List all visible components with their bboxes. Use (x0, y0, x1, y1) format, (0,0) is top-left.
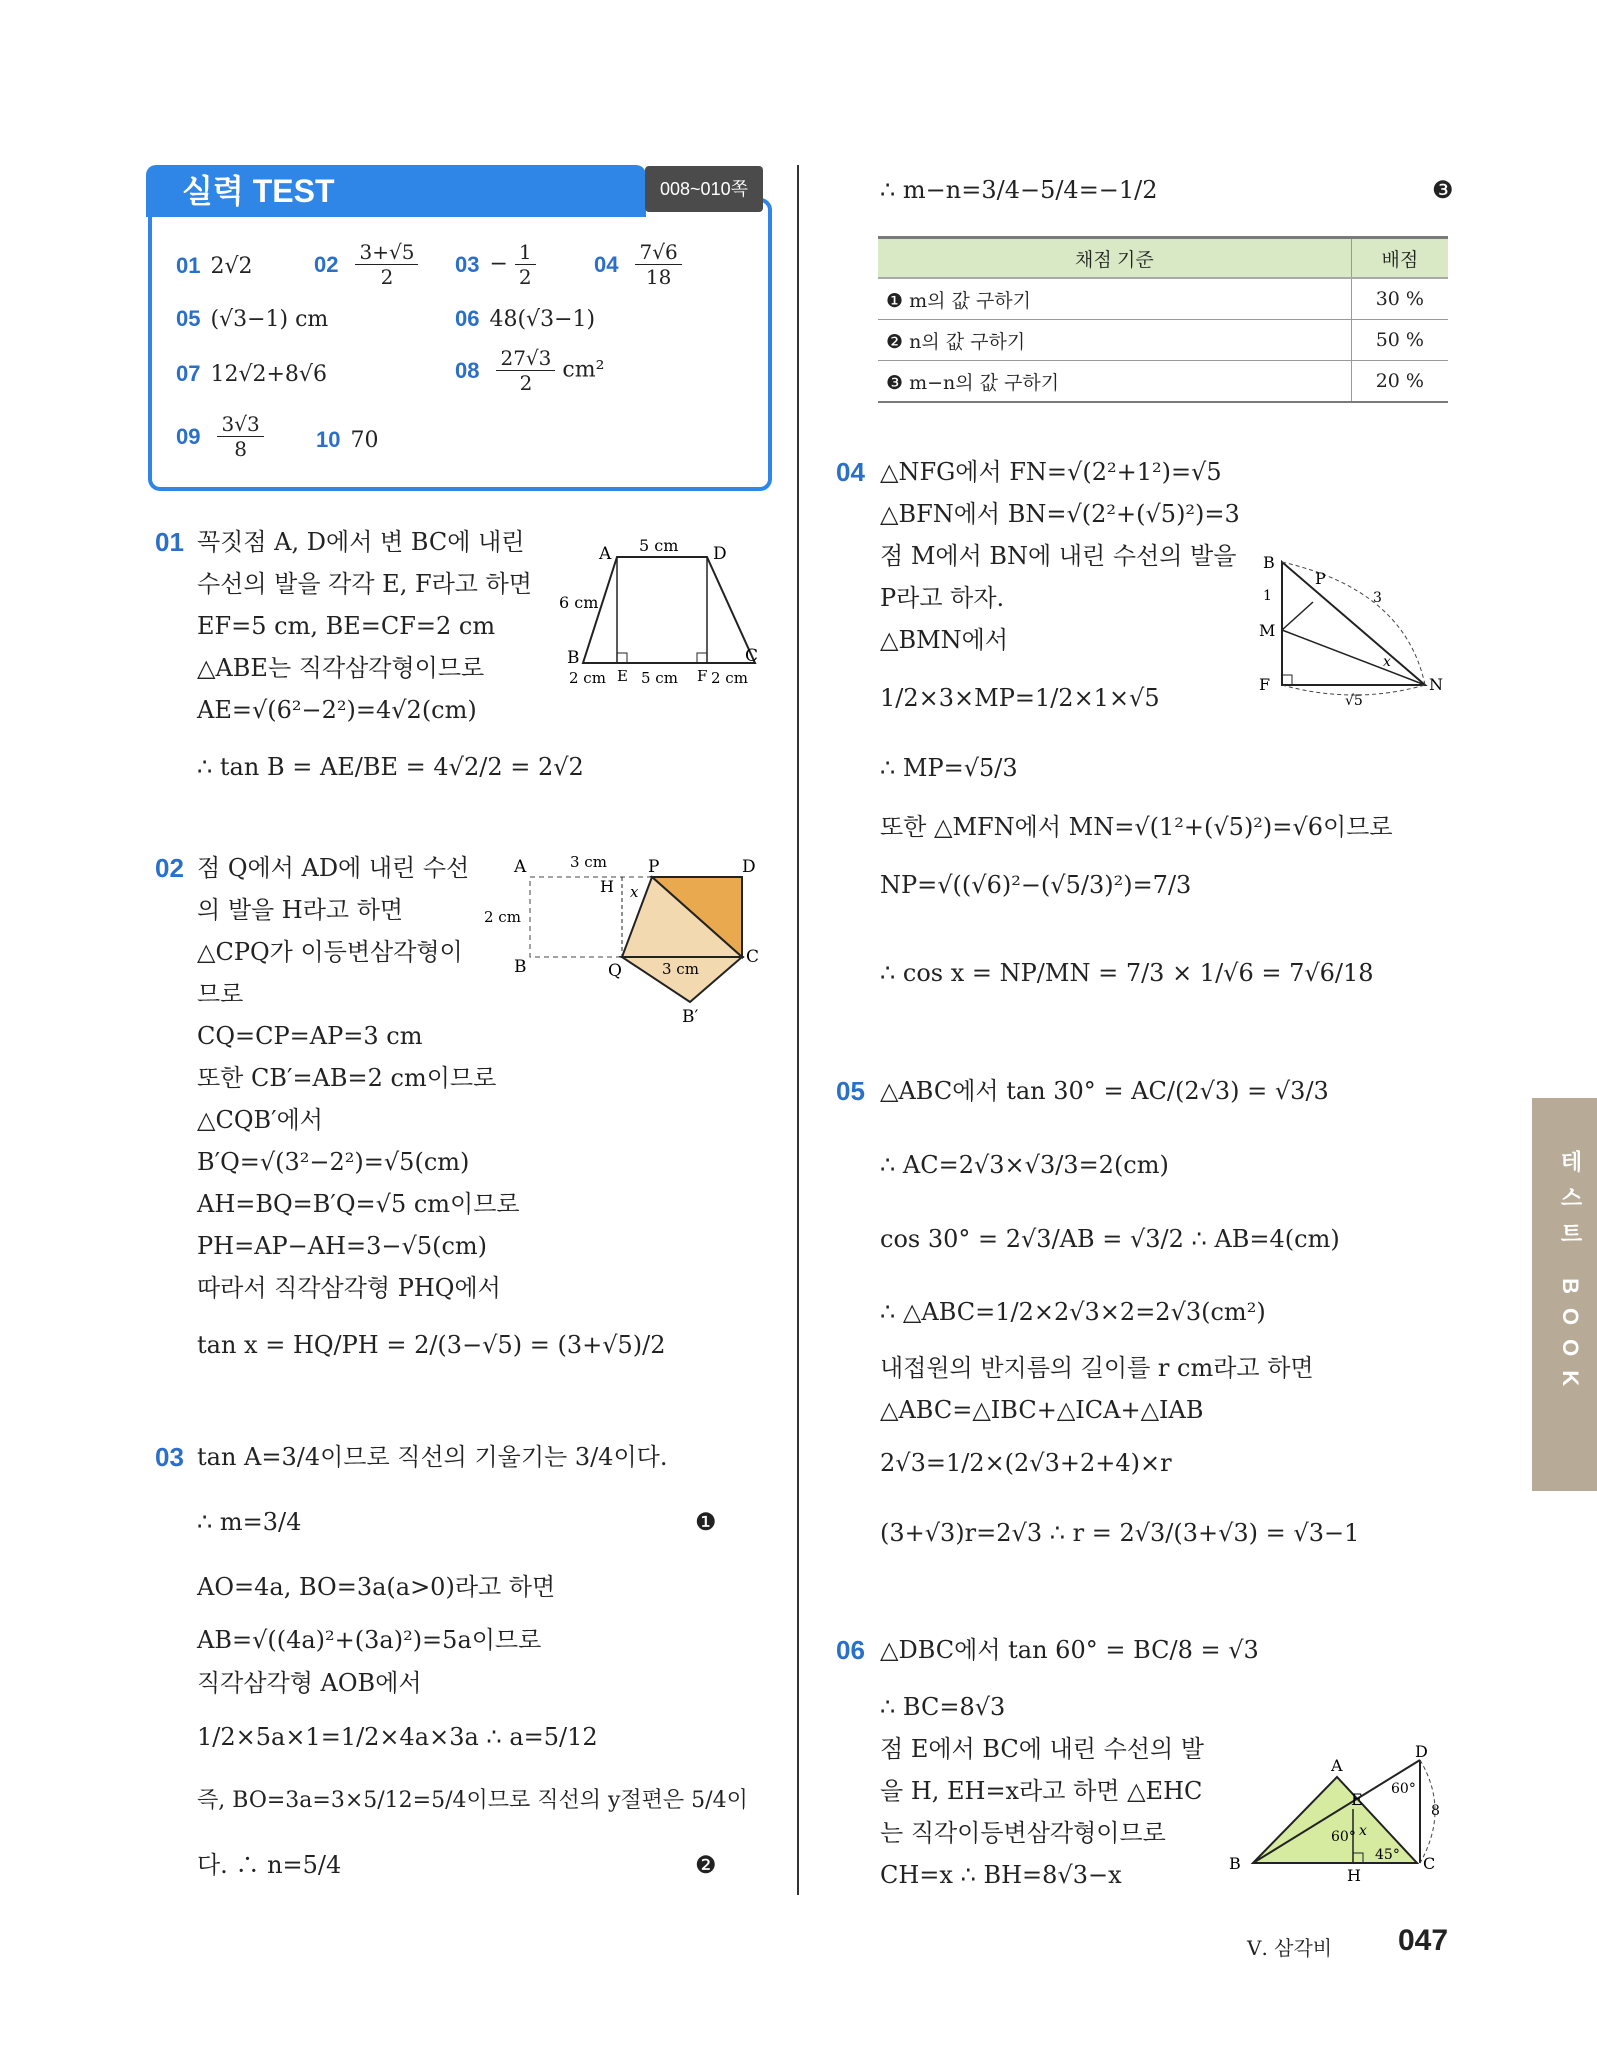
fig02-mid: 3 cm (662, 960, 699, 978)
p02-line-7: △CQB′에서 (197, 1106, 323, 1134)
svg-text:√5: √5 (1345, 693, 1363, 709)
svg-text:Q: Q (608, 961, 622, 981)
p05-line-1: △ABC에서 tan 30° = AC/(2√3) = √3/3 (880, 1077, 1329, 1105)
p02-line-6: 또한 CB′=AB=2 cm이므로 (197, 1064, 497, 1092)
fig01-b2: 5 cm (641, 669, 678, 687)
p01-line-6: ∴ tan B = AE/BE = 4√2/2 = 2√2 (197, 753, 584, 781)
p01-line-1: 꼭짓점 A, D에서 변 BC에 내린 (197, 528, 525, 556)
p03-mark-3: ❸ (1432, 176, 1454, 204)
problem-01-number: 01 (155, 527, 184, 557)
answer-03: 03 − $\frac{1}{2}$ (455, 240, 536, 289)
svg-text:B: B (1229, 1854, 1241, 1873)
problem-05-number: 05 (836, 1076, 865, 1106)
problem-04-number: 04 (836, 457, 865, 487)
grading-header-score: 배점 (1351, 238, 1448, 279)
p01-line-3: EF=5 cm, BE=CF=2 cm (197, 612, 496, 640)
svg-text:60°: 60° (1331, 1829, 1356, 1845)
p06-line-2: ∴ BC=8√3 (880, 1693, 1006, 1721)
svg-text:C: C (746, 947, 760, 967)
answer-08: 08 $\frac{27√3}{2}$ cm² (455, 346, 605, 395)
p02-line-8: B′Q=√(3²−2²)=√5(cm) (197, 1148, 470, 1176)
p04-line-7: ∴ MP=√5/3 (880, 754, 1018, 782)
svg-text:B: B (514, 957, 527, 977)
page-range-tag: 008~010쪽 (645, 166, 763, 212)
side-tab-label: 테스트 BOOK (1558, 1150, 1583, 1401)
fig01-b3: 2 cm (711, 669, 748, 687)
svg-text:D: D (742, 857, 756, 877)
triangle-bmn-figure (1255, 550, 1455, 720)
p05-line-3: cos 30° = 2√3/AB = √3/2 ∴ AB=4(cm) (880, 1225, 1340, 1253)
answer-01: 01 2√2 (176, 253, 253, 279)
p05-line-4: ∴ △ABC=1/2×2√3×2=2√3(cm²) (880, 1298, 1266, 1326)
svg-text:B: B (567, 648, 580, 668)
svg-text:8: 8 (1431, 1803, 1440, 1819)
p04-line-4: P라고 하자. (880, 584, 1005, 612)
svg-text:E: E (1351, 1790, 1363, 1809)
p02-line-10: PH=AP−AH=3−√5(cm) (197, 1232, 488, 1260)
p03-line-6: 1/2×5a×1=1/2×4a×3a ∴ a=5/12 (197, 1723, 598, 1751)
p03-line-2: ∴ m=3/4 (197, 1508, 302, 1536)
page-number: 047 (1398, 1924, 1449, 1957)
answer-09: 09 $\frac{3√3}{8}$ (176, 412, 264, 461)
problem-02-number: 02 (155, 853, 184, 883)
problem-06-number: 06 (836, 1635, 865, 1665)
footer-section: Ⅴ. 삼각비 (1247, 1936, 1333, 1960)
svg-text:H: H (1347, 1866, 1361, 1885)
svg-text:A: A (1331, 1756, 1343, 1775)
column-divider (797, 165, 799, 1895)
svg-text:A: A (514, 857, 527, 877)
fig02-left: 2 cm (484, 908, 521, 926)
svg-text:60°: 60° (1391, 1781, 1416, 1797)
p06-line-5: 는 직각이등변삼각형이므로 (880, 1819, 1166, 1847)
p04-line-2: △BFN에서 BN=√(2²+(√5)²)=3 (880, 500, 1240, 528)
p01-line-5: AE=√(6²−2²)=4√2(cm) (197, 696, 477, 724)
p02-line-9: AH=BQ=B′Q=√5 cm이므로 (197, 1190, 520, 1218)
fig02-top: 3 cm (570, 853, 607, 871)
p02-line-4: 므로 (197, 980, 244, 1008)
svg-text:x: x (1383, 654, 1391, 670)
svg-text:M: M (1259, 621, 1276, 640)
p03-line-7: 즉, BO=3a=3×5/12=5/4이므로 직선의 y절편은 5/4이 (197, 1788, 748, 1813)
p06-line-4: 을 H, EH=x라고 하면 △EHC (880, 1777, 1203, 1805)
p02-line-1: 점 Q에서 AD에 내린 수선 (197, 854, 470, 882)
p03-line-8: 다. ∴ n=5/4 (197, 1851, 342, 1879)
grading-row: ❷ n의 값 구하기 50 % (878, 320, 1448, 361)
p03-mark-1: ❶ (695, 1508, 717, 1536)
answer-07: 07 12√2+8√6 (176, 361, 327, 387)
p04-line-6: 1/2×3×MP=1/2×1×√5 (880, 684, 1160, 712)
p05-line-2: ∴ AC=2√3×√3/3=2(cm) (880, 1151, 1169, 1179)
svg-text:C: C (745, 646, 759, 666)
svg-text:B: B (1263, 553, 1275, 572)
fig01-left: 6 cm (559, 593, 599, 612)
svg-text:x: x (630, 883, 639, 901)
p04-line-5: △BMN에서 (880, 626, 1009, 654)
answer-04: 04 $\frac{7√6}{18}$ (594, 240, 682, 289)
svg-text:3: 3 (1373, 590, 1382, 606)
svg-text:H: H (600, 877, 614, 896)
p06-line-6: CH=x ∴ BH=8√3−x (880, 1861, 1122, 1889)
svg-text:P: P (648, 857, 660, 877)
p05-line-8: (3+√3)r=2√3 ∴ r = 2√3/(3+√3) = √3−1 (880, 1519, 1360, 1547)
svg-text:N: N (1429, 675, 1443, 694)
answer-10: 10 70 (316, 427, 379, 453)
p04-line-10: ∴ cos x = NP/MN = 7/3 × 1/√6 = 7√6/18 (880, 959, 1374, 987)
p04-line-1: △NFG에서 FN=√(2²+1²)=√5 (880, 458, 1222, 486)
p03-line-4: AB=√((4a)²+(3a)²)=5a이므로 (197, 1626, 542, 1654)
p06-line-3: 점 E에서 BC에 내린 수선의 발 (880, 1735, 1204, 1763)
grading-row: ❸ m−n의 값 구하기 20 % (878, 361, 1448, 403)
p02-line-3: △CPQ가 이등변삼각형이 (197, 938, 463, 966)
p02-line-2: 의 발을 H라고 하면 (197, 896, 404, 924)
svg-text:D: D (1415, 1745, 1428, 1761)
p01-line-2: 수선의 발을 각각 E, F라고 하면 (197, 570, 532, 598)
svg-text:1: 1 (1263, 588, 1272, 604)
folded-rectangle-figure (480, 852, 760, 1037)
p04-line-8: 또한 △MFN에서 MN=√(1²+(√5)²)=√6이므로 (880, 813, 1393, 841)
grading-table (878, 236, 1448, 403)
p03-mark-2: ❷ (695, 1851, 717, 1879)
p01-line-4: △ABE는 직각삼각형이므로 (197, 654, 485, 682)
trapezoid-figure (555, 535, 765, 690)
p02-line-12: tan x = HQ/PH = 2/(3−√5) = (3+√5)/2 (197, 1331, 666, 1359)
p02-line-5: CQ=CP=AP=3 cm (197, 1022, 423, 1050)
svg-text:C: C (1423, 1854, 1436, 1873)
svg-text:F: F (697, 667, 708, 685)
fig01-b1: 2 cm (569, 669, 606, 687)
p02-line-11: 따라서 직각삼각형 PHQ에서 (197, 1274, 501, 1302)
p03-result: ∴ m−n=3/4−5/4=−1/2 (880, 176, 1158, 204)
svg-text:A: A (599, 544, 612, 564)
svg-text:P: P (1315, 569, 1326, 588)
svg-text:45°: 45° (1375, 1847, 1400, 1863)
fig01-top: 5 cm (639, 536, 679, 555)
p05-line-6: △ABC=△IBC+△ICA+△IAB (880, 1396, 1204, 1424)
svg-text:D: D (713, 544, 727, 564)
p06-line-1: △DBC에서 tan 60° = BC/8 = √3 (880, 1636, 1259, 1664)
svg-text:E: E (617, 667, 628, 685)
answer-05: 05 (√3−1) cm (176, 306, 329, 332)
svg-text:F: F (1259, 675, 1271, 694)
grading-row: ❶ m의 값 구하기 30 % (878, 278, 1448, 320)
p03-line-3: AO=4a, BO=3a(a>0)라고 하면 (197, 1573, 556, 1601)
p03-line-1: tan A=3/4이므로 직선의 기울기는 3/4이다. (197, 1443, 668, 1471)
svg-text:B′: B′ (682, 1007, 699, 1027)
grading-header-criteria: 채점 기준 (878, 238, 1351, 279)
svg-text:x: x (1359, 1823, 1367, 1839)
answer-02: 02 $\frac{3+√5}{2}$ (314, 240, 418, 289)
answer-box-title: 실력 TEST (182, 173, 335, 209)
triangle-dbc-figure (1225, 1745, 1455, 1885)
p04-line-3: 점 M에서 BN에 내린 수선의 발을 (880, 542, 1237, 570)
problem-03-number: 03 (155, 1442, 184, 1472)
p04-line-9: NP=√((√6)²−(√5/3)²)=7/3 (880, 871, 1192, 899)
answer-06: 06 48(√3−1) (455, 306, 596, 332)
p03-line-5: 직각삼각형 AOB에서 (197, 1669, 422, 1697)
p05-line-5: 내접원의 반지름의 길이를 r cm라고 하면 (880, 1354, 1314, 1382)
p05-line-7: 2√3=1/2×(2√3+2+4)×r (880, 1449, 1172, 1477)
